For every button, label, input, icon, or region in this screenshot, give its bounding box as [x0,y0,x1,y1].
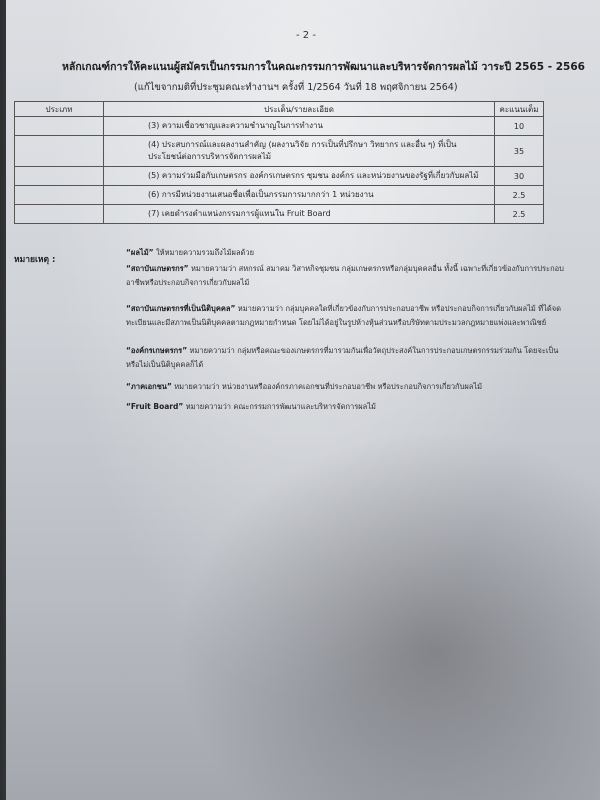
note-text: หมายความว่า กลุ่มหรือคณะของเกษตรกรที่มารวมกันเพื่อวัตถุประสงค์ในการประกอบเกษตรกรรมร่วมกัน โดยจะเป็นหรือไม่เป็นนิติบุคคลก็ได้ [126,346,559,370]
row-score: 2.5 [495,186,544,205]
table-row [15,167,544,186]
table-row [15,205,544,224]
note-text: หมายความว่า สหกรณ์ สมาคม วิสาหกิจชุมชน กลุ่มเกษตรกรหรือกลุ่มบุคคลอื่น ทั้งนี้ เฉพาะที่เกี่ยวข้องกับการประกอบอาชีพหรือประกอบกิจการเกี่ยวกับผลไม้ [126,264,564,288]
note-term: “องค์กรเกษตรกร” [126,346,188,355]
note-term: “สถาบันเกษตรกร” [126,264,189,273]
note-term: “ผลไม้” [126,248,154,257]
table-row [15,117,544,136]
row-score: 10 [495,117,544,136]
row-detail-text: (6) การมีหน่วยงานเสนอชื่อเพื่อเป็นกรรมการมากกว่า 1 หน่วยงาน [148,190,374,199]
note-item [126,380,566,394]
note-text: หมายความว่า คณะกรรมการพัฒนาและบริหารจัดการผลไม้ [183,402,376,411]
row-score: 35 [495,136,544,167]
row-detail-text: (4) ประสบการณ์และผลงานสำคัญ (ผลงานวิจัย การเป็นที่ปรึกษา วิทยากร และอื่น ๆ) ที่เป็นประโยชน์ต่อการบริหารจัดการผลไม้ [148,140,457,161]
row-score: 2.5 [495,205,544,224]
row-type [15,136,104,167]
note-item [126,302,566,331]
note-text: ให้หมายความรวมถึงไม้ผลด้วย [153,248,255,257]
note-term: “Fruit Board” [126,402,184,411]
row-detail-text: (5) ความร่วมมือกับเกษตรกร องค์กรเกษตรกร ชุมชน องค์กร และหน่วยงานของรัฐที่เกี่ยวกับผลไม้ [148,171,479,180]
note-term: “สถาบันเกษตรกรที่เป็นนิติบุคคล” [126,304,236,313]
note-text: หมายความว่า หน่วยงานหรือองค์กรภาคเอกชนที่ประกอบอาชีพ หรือประกอบกิจการเกี่ยวกับผลไม้ [171,382,483,391]
row-detail [104,136,495,167]
row-type [15,167,104,186]
header-score: คะแนนเต็ม [495,102,544,117]
page-number: - 2 - [296,30,316,41]
document-title: หลักเกณฑ์การให้คะแนนผู้สมัครเป็นกรรมการในคณะกรรมการพัฒนาและบริหารจัดการผลไม้ วาระปี 2565 - 2566 [62,61,585,73]
header-detail: ประเด็น/รายละเอียด [104,102,495,117]
document-subtitle: (แก้ไขจากมติที่ประชุมคณะทำงานฯ ครั้งที่ 1/2564 วันที่ 18 พฤศจิกายน 2564) [134,82,458,93]
note-term: “ภาคเอกชน” [126,382,172,391]
row-detail [104,117,495,136]
table-header-row [15,102,544,117]
row-type [15,186,104,205]
row-detail-text: (7) เคยดำรงตำแหน่งกรรมการผู้แทนใน Fruit Board [148,209,331,218]
row-type [15,205,104,224]
table-row [15,136,544,167]
row-type [15,117,104,136]
header-type: ประเภท [15,102,104,117]
note-text: หมายความว่า กลุ่มบุคคลใดที่เกี่ยวข้องกับการประกอบอาชีพ หรือประกอบกิจการเกี่ยวกับผลไม้ ที่ได้จดทะเบียนและมีสภาพเป็นนิติบุคคลตามกฎหมายกำหนด โดยไม่ได้อยู่ในรูปห้างหุ้นส่วนหรือบริษัทตามประมวลกฎหมายแพ่งและพาณิชย์ [126,304,562,328]
note-item [126,246,566,260]
row-detail-text: (3) ความเชื่อวชาญและความชำนาญในการทำงาน [148,121,323,130]
note-item [126,262,566,291]
row-detail [104,186,495,205]
row-score: 30 [495,167,544,186]
note-item [126,400,566,414]
row-detail [104,167,495,186]
note-item [126,344,566,373]
photo-shadow [176,430,600,800]
table-row [15,186,544,205]
criteria-table [14,101,544,224]
document-page [6,0,600,800]
row-detail [104,205,495,224]
notes-label: หมายเหตุ : [14,255,56,265]
